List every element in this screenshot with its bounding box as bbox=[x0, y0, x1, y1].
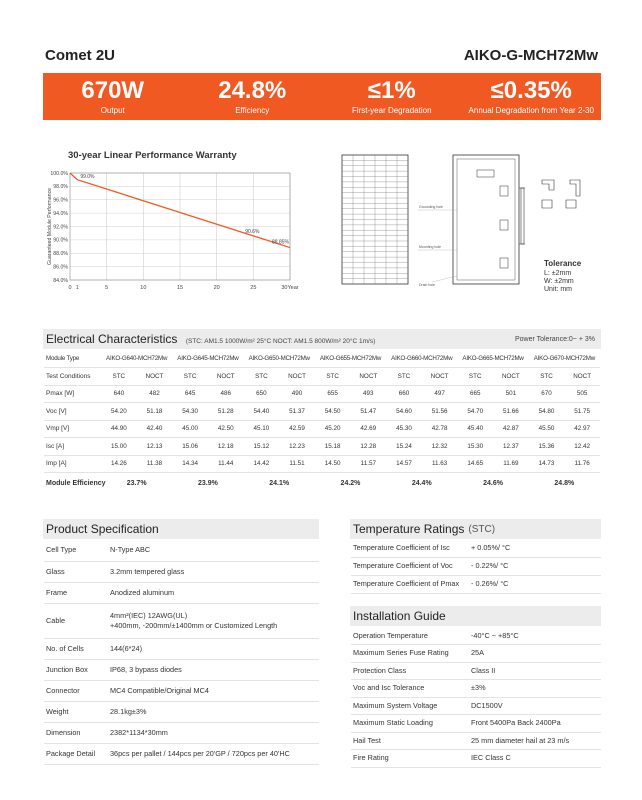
electrical-row bbox=[44, 385, 600, 403]
value-cell: 11.38 bbox=[137, 455, 173, 473]
temperature-subtitle: (STC) bbox=[468, 523, 496, 535]
value-cell: 51.18 bbox=[137, 403, 173, 421]
grounding-hole-label: Grounding hole bbox=[419, 205, 443, 209]
test-condition-cell: NOCT bbox=[422, 368, 458, 386]
test-condition-cell: STC bbox=[172, 368, 208, 386]
module-type-row bbox=[44, 350, 600, 368]
spec-value bbox=[110, 743, 319, 764]
test-condition-cell: NOCT bbox=[279, 368, 315, 386]
value-cell: 14.26 bbox=[101, 455, 137, 473]
spec-value-text: 36pcs per pallet / 144pcs per 20'GP / 720pcs per 40'HC bbox=[110, 748, 290, 758]
row-header: Isc [A] bbox=[44, 438, 101, 456]
spec-value-text: 144(6*24) bbox=[110, 643, 143, 653]
spec-key: Temperature Coefficient of Voc bbox=[351, 557, 471, 575]
installation-row bbox=[351, 697, 601, 715]
value-cell: 660 bbox=[386, 385, 422, 403]
temperature-title: Temperature Ratings bbox=[353, 522, 465, 536]
y-axis-label: Guaranteed Module Performance bbox=[47, 188, 53, 265]
frame-section-detail bbox=[542, 180, 580, 208]
temperature-row bbox=[351, 539, 601, 557]
spec-key: Connector bbox=[44, 680, 110, 701]
spec-value-text-2: +400mm, -200mm/±1400mm or Customized Length bbox=[110, 620, 278, 630]
installation-row bbox=[351, 715, 601, 733]
spec-value bbox=[471, 697, 601, 715]
row-header: Module Type bbox=[44, 350, 101, 368]
value-cell: 14.42 bbox=[244, 455, 280, 473]
spec-value-text: - 0.26%/ °C bbox=[471, 579, 509, 588]
spec-key: Cell Type bbox=[44, 540, 110, 561]
electrical-row bbox=[44, 438, 600, 456]
spec-value bbox=[471, 680, 601, 698]
value-cell: 490 bbox=[279, 385, 315, 403]
value-cell: 54.60 bbox=[386, 403, 422, 421]
efficiency-cell: 23.9% bbox=[197, 480, 218, 488]
test-condition-cell: NOCT bbox=[493, 368, 529, 386]
efficiency-cell: 24.2% bbox=[340, 480, 361, 488]
test-condition-cell: STC bbox=[529, 368, 565, 386]
x-tick-label: 20 bbox=[213, 285, 220, 291]
spec-value bbox=[471, 750, 601, 768]
cable-drawing bbox=[519, 188, 525, 244]
efficiency-cell: 23.7% bbox=[126, 480, 147, 488]
value-cell: 45.20 bbox=[315, 420, 351, 438]
value-cell: 15.06 bbox=[172, 438, 208, 456]
value-cell: 42.50 bbox=[208, 420, 244, 438]
spec-value-text: 4mm²(IEC) 12AWG(UL) bbox=[110, 610, 188, 620]
value-cell: 54.40 bbox=[244, 403, 280, 421]
test-conditions-row bbox=[44, 368, 600, 386]
spec-key: Junction Box bbox=[44, 659, 110, 680]
value-cell: 54.20 bbox=[101, 403, 137, 421]
value-cell: 45.10 bbox=[244, 420, 280, 438]
spec-value-text: Anodized aluminum bbox=[110, 587, 175, 597]
model-name-cell: AIKO-G655-MCH72Mw bbox=[315, 350, 386, 368]
spec-value-text: N-Type ABC bbox=[110, 545, 151, 555]
test-condition-cell: STC bbox=[457, 368, 493, 386]
spec-value-text: MC4 Compatible/Original MC4 bbox=[110, 685, 209, 695]
drain-hole-label: Drain hole bbox=[419, 283, 435, 287]
temperature-row bbox=[351, 575, 601, 593]
spec-value bbox=[471, 715, 601, 733]
spec-value bbox=[110, 680, 319, 701]
value-cell: 665 bbox=[457, 385, 493, 403]
value-cell: 11.57 bbox=[350, 455, 386, 473]
value-cell: 505 bbox=[564, 385, 600, 403]
value-cell: 44.90 bbox=[101, 420, 137, 438]
value-cell: 15.18 bbox=[315, 438, 351, 456]
spec-value bbox=[110, 701, 319, 722]
value-cell: 14.57 bbox=[386, 455, 422, 473]
spec-value bbox=[471, 539, 601, 557]
model-name-cell: AIKO-G660-MCH72Mw bbox=[386, 350, 457, 368]
spec-value-text: 25A bbox=[471, 648, 484, 658]
product-spec-row bbox=[44, 659, 319, 680]
spec-key: Operation Temperature bbox=[351, 627, 471, 645]
value-cell: 14.65 bbox=[457, 455, 493, 473]
temperature-table bbox=[351, 539, 601, 594]
product-spec-row bbox=[44, 701, 319, 722]
installation-title: Installation Guide bbox=[353, 609, 446, 623]
electrical-header bbox=[43, 329, 601, 349]
product-spec-header bbox=[43, 519, 319, 539]
value-cell: 51.28 bbox=[208, 403, 244, 421]
test-condition-cell: STC bbox=[101, 368, 137, 386]
y-tick-label: 86.0% bbox=[53, 264, 68, 271]
panel-back-view bbox=[453, 155, 519, 284]
electrical-table bbox=[44, 350, 600, 495]
spec-key: Protection Class bbox=[351, 662, 471, 680]
header bbox=[45, 44, 598, 66]
spec-value-text: Class II bbox=[471, 665, 496, 675]
warranty-chart bbox=[44, 163, 312, 303]
value-cell: 51.37 bbox=[279, 403, 315, 421]
installation-row bbox=[351, 627, 601, 645]
value-cell: 501 bbox=[493, 385, 529, 403]
kpi-label: First-year Degradation bbox=[351, 106, 432, 115]
spec-value bbox=[471, 557, 601, 575]
test-condition-cell: NOCT bbox=[208, 368, 244, 386]
electrical-row bbox=[44, 403, 600, 421]
spec-value-text: ±3% bbox=[471, 683, 486, 693]
value-cell: 14.73 bbox=[529, 455, 565, 473]
test-condition-cell: NOCT bbox=[564, 368, 600, 386]
x-tick-label: 1 bbox=[75, 285, 79, 291]
value-cell: 51.75 bbox=[564, 403, 600, 421]
product-spec-title: Product Specification bbox=[46, 522, 159, 536]
value-cell: 493 bbox=[350, 385, 386, 403]
installation-row bbox=[351, 662, 601, 680]
y-tick-label: 90.0% bbox=[53, 237, 68, 244]
spec-value bbox=[110, 582, 319, 603]
spec-key: Frame bbox=[44, 582, 110, 603]
installation-row bbox=[351, 680, 601, 698]
value-cell: 51.47 bbox=[350, 403, 386, 421]
temperature-row bbox=[351, 557, 601, 575]
value-cell: 45.00 bbox=[172, 420, 208, 438]
installation-table bbox=[351, 627, 601, 768]
spec-value-text: DC1500V bbox=[471, 700, 503, 710]
model-name-cell: AIKO-G665-MCH72Mw bbox=[457, 350, 528, 368]
value-cell: 15.36 bbox=[529, 438, 565, 456]
value-cell: 42.78 bbox=[422, 420, 458, 438]
row-header: Vmp [V] bbox=[44, 420, 101, 438]
spec-key: Temperature Coefficient of Pmax bbox=[351, 575, 471, 593]
value-cell: 11.44 bbox=[208, 455, 244, 473]
data-label: 88.85% bbox=[272, 239, 289, 246]
spec-value bbox=[110, 659, 319, 680]
x-tick-label: 15 bbox=[176, 285, 184, 291]
value-cell: 12.28 bbox=[350, 438, 386, 456]
kpi-efficiency bbox=[183, 73, 323, 120]
value-cell: 12.37 bbox=[493, 438, 529, 456]
model-name-cell: AIKO-G645-MCH72Mw bbox=[172, 350, 243, 368]
spec-value-text: 2382*1134*30mm bbox=[110, 727, 168, 737]
y-tick-label: 84.0% bbox=[53, 277, 68, 284]
value-cell: 42.87 bbox=[493, 420, 529, 438]
value-cell: 42.59 bbox=[279, 420, 315, 438]
data-label: 99.0% bbox=[80, 174, 95, 181]
value-cell: 15.24 bbox=[386, 438, 422, 456]
value-cell: 54.30 bbox=[172, 403, 208, 421]
row-header: Voc [V] bbox=[44, 403, 101, 421]
tolerance-line: L: ±2mm bbox=[544, 270, 572, 277]
value-cell: 54.80 bbox=[529, 403, 565, 421]
row-header: Test Conditions bbox=[44, 368, 101, 386]
spec-key: Glass bbox=[44, 561, 110, 582]
value-cell: 12.32 bbox=[422, 438, 458, 456]
value-cell: 497 bbox=[422, 385, 458, 403]
y-tick-label: 94.0% bbox=[53, 210, 68, 217]
product-spec-row bbox=[44, 561, 319, 582]
row-header: Pmax [W] bbox=[44, 385, 101, 403]
model-name: AIKO-G-MCH72Mw bbox=[463, 46, 598, 64]
kpi-label: Output bbox=[100, 106, 125, 115]
product-spec-row bbox=[44, 603, 319, 638]
value-cell: 14.34 bbox=[172, 455, 208, 473]
series-name: Comet 2U bbox=[45, 46, 116, 64]
value-cell: 645 bbox=[172, 385, 208, 403]
value-cell: 42.97 bbox=[564, 420, 600, 438]
test-condition-cell: NOCT bbox=[350, 368, 386, 386]
y-tick-label: 98.0% bbox=[53, 184, 68, 191]
kpi-banner bbox=[43, 73, 601, 120]
installation-row bbox=[351, 732, 601, 750]
y-tick-label: 92.0% bbox=[53, 224, 68, 231]
spec-key: Maximum Static Loading bbox=[351, 715, 471, 733]
data-label: 90.6% bbox=[245, 228, 260, 235]
kpi-value: 24.8% bbox=[218, 77, 287, 104]
value-cell: 45.50 bbox=[529, 420, 565, 438]
spec-key: Voc and Isc Tolerance bbox=[351, 680, 471, 698]
kpi-value: ≤1% bbox=[367, 77, 416, 104]
value-cell: 45.30 bbox=[386, 420, 422, 438]
product-spec-row bbox=[44, 680, 319, 701]
kpi-value: 670W bbox=[81, 77, 145, 104]
kpi-label: Annual Degradation from Year 2-30 bbox=[468, 106, 594, 115]
spec-value-text: Front 5400Pa Back 2400Pa bbox=[471, 718, 561, 728]
value-cell: 54.50 bbox=[315, 403, 351, 421]
row-header: Imp [A] bbox=[44, 455, 101, 473]
temperature-header bbox=[350, 519, 601, 539]
spec-value-text: 3.2mm tempered glass bbox=[110, 566, 185, 576]
spec-value bbox=[110, 561, 319, 582]
value-cell: 12.42 bbox=[564, 438, 600, 456]
spec-key: Maximum System Voltage bbox=[351, 697, 471, 715]
value-cell: 15.00 bbox=[101, 438, 137, 456]
spec-value-text: IP68, 3 bypass diodes bbox=[110, 664, 182, 674]
product-spec-table bbox=[44, 540, 319, 765]
installation-header bbox=[350, 606, 601, 626]
electrical-title: Electrical Characteristics bbox=[46, 332, 178, 346]
test-condition-cell: STC bbox=[315, 368, 351, 386]
y-tick-label: 100.0% bbox=[50, 170, 68, 177]
mounting-hole-label: Mounting hole bbox=[419, 245, 441, 249]
spec-value-text: 28.1kg±3% bbox=[110, 706, 147, 716]
spec-value-text: 25 mm diameter hail at 23 m/s bbox=[471, 735, 570, 745]
spec-value-text: + 0.05%/ °C bbox=[471, 542, 511, 552]
value-cell: 655 bbox=[315, 385, 351, 403]
x-tick-label: 0 bbox=[68, 285, 72, 291]
row-header: Module Efficiency bbox=[46, 480, 106, 488]
spec-key: Weight bbox=[44, 701, 110, 722]
spec-key: Dimension bbox=[44, 722, 110, 743]
spec-key: Cable bbox=[44, 603, 110, 638]
power-tolerance: Power Tolerance:0~ + 3% bbox=[514, 335, 595, 343]
value-cell: 42.69 bbox=[350, 420, 386, 438]
x-tick-label: 30Year bbox=[281, 285, 299, 291]
value-cell: 11.63 bbox=[422, 455, 458, 473]
spec-value bbox=[110, 638, 319, 659]
installation-row bbox=[351, 750, 601, 768]
kpi-label: Efficiency bbox=[235, 106, 270, 115]
panel-front-view bbox=[342, 155, 408, 284]
value-cell: 11.51 bbox=[279, 455, 315, 473]
x-tick-label: 25 bbox=[250, 285, 257, 291]
spec-key: Hail Test bbox=[351, 732, 471, 750]
efficiency-cell: 24.4% bbox=[411, 480, 432, 488]
value-cell: 12.23 bbox=[279, 438, 315, 456]
model-name-cell: AIKO-G670-MCH72Mw bbox=[529, 350, 600, 368]
value-cell: 640 bbox=[101, 385, 137, 403]
spec-value bbox=[471, 645, 601, 663]
value-cell: 42.40 bbox=[137, 420, 173, 438]
x-tick-label: 10 bbox=[140, 285, 147, 291]
installation-row bbox=[351, 645, 601, 663]
y-tick-label: 88.0% bbox=[53, 251, 68, 258]
spec-value bbox=[471, 662, 601, 680]
x-tick-label: 5 bbox=[105, 285, 109, 291]
module-efficiency-row bbox=[44, 473, 600, 495]
test-conditions-note: (STC: AM1.5 1000W/m² 25°C NOCT: AM1.5 800W/m² 20°C 1m/s) bbox=[185, 338, 376, 345]
product-spec-row bbox=[44, 540, 319, 561]
tolerance-title: Tolerance bbox=[544, 259, 582, 268]
kpi-value: ≤0.35% bbox=[490, 77, 572, 104]
electrical-row bbox=[44, 455, 600, 473]
electrical-row bbox=[44, 420, 600, 438]
value-cell: 11.69 bbox=[493, 455, 529, 473]
spec-value bbox=[471, 627, 601, 645]
product-spec-row bbox=[44, 722, 319, 743]
value-cell: 45.40 bbox=[457, 420, 493, 438]
efficiency-cell: 24.1% bbox=[269, 480, 290, 488]
spec-value bbox=[110, 540, 319, 561]
kpi-first-year-degradation bbox=[322, 73, 462, 120]
spec-key: Fire Rating bbox=[351, 750, 471, 768]
test-condition-cell: STC bbox=[244, 368, 280, 386]
value-cell: 15.30 bbox=[457, 438, 493, 456]
spec-value bbox=[110, 603, 319, 638]
spec-key: No. of Cells bbox=[44, 638, 110, 659]
model-name-cell: AIKO-G650-MCH72Mw bbox=[244, 350, 315, 368]
value-cell: 51.56 bbox=[422, 403, 458, 421]
spec-value bbox=[471, 575, 601, 593]
value-cell: 670 bbox=[529, 385, 565, 403]
value-cell: 486 bbox=[208, 385, 244, 403]
spec-key: Temperature Coefficient of Isc bbox=[351, 539, 471, 557]
spec-value bbox=[471, 732, 601, 750]
tolerance-box bbox=[544, 260, 581, 294]
spec-value-text: IEC Class C bbox=[471, 753, 511, 763]
value-cell: 14.50 bbox=[315, 455, 351, 473]
test-condition-cell: NOCT bbox=[137, 368, 173, 386]
tolerance-line: Unit: mm bbox=[544, 286, 572, 293]
spec-value bbox=[110, 722, 319, 743]
value-cell: 12.18 bbox=[208, 438, 244, 456]
value-cell: 11.76 bbox=[564, 455, 600, 473]
product-spec-row bbox=[44, 743, 319, 764]
efficiency-cell: 24.6% bbox=[483, 480, 503, 488]
value-cell: 54.70 bbox=[457, 403, 493, 421]
value-cell: 482 bbox=[137, 385, 173, 403]
product-spec-row bbox=[44, 638, 319, 659]
chart-title: 30-year Linear Performance Warranty bbox=[68, 150, 237, 161]
kpi-annual-degradation bbox=[462, 73, 602, 120]
kpi-output bbox=[43, 73, 183, 120]
value-cell: 51.66 bbox=[493, 403, 529, 421]
tolerance-line: W: ±2mm bbox=[544, 278, 574, 285]
product-spec-row bbox=[44, 582, 319, 603]
test-condition-cell: STC bbox=[386, 368, 422, 386]
value-cell: 12.13 bbox=[137, 438, 173, 456]
value-cell: 15.12 bbox=[244, 438, 280, 456]
spec-value-text: - 0.22%/ °C bbox=[471, 561, 509, 570]
value-cell: 650 bbox=[244, 385, 280, 403]
spec-value-text: -40°C ~ +85°C bbox=[471, 630, 519, 640]
y-tick-label: 96.0% bbox=[53, 197, 68, 204]
spec-key: Maximum Series Fuse Rating bbox=[351, 645, 471, 663]
spec-key: Package Detail bbox=[44, 743, 110, 764]
efficiency-cell: 24.8% bbox=[554, 480, 575, 488]
model-name-cell: AIKO-G640-MCH72Mw bbox=[101, 350, 172, 368]
